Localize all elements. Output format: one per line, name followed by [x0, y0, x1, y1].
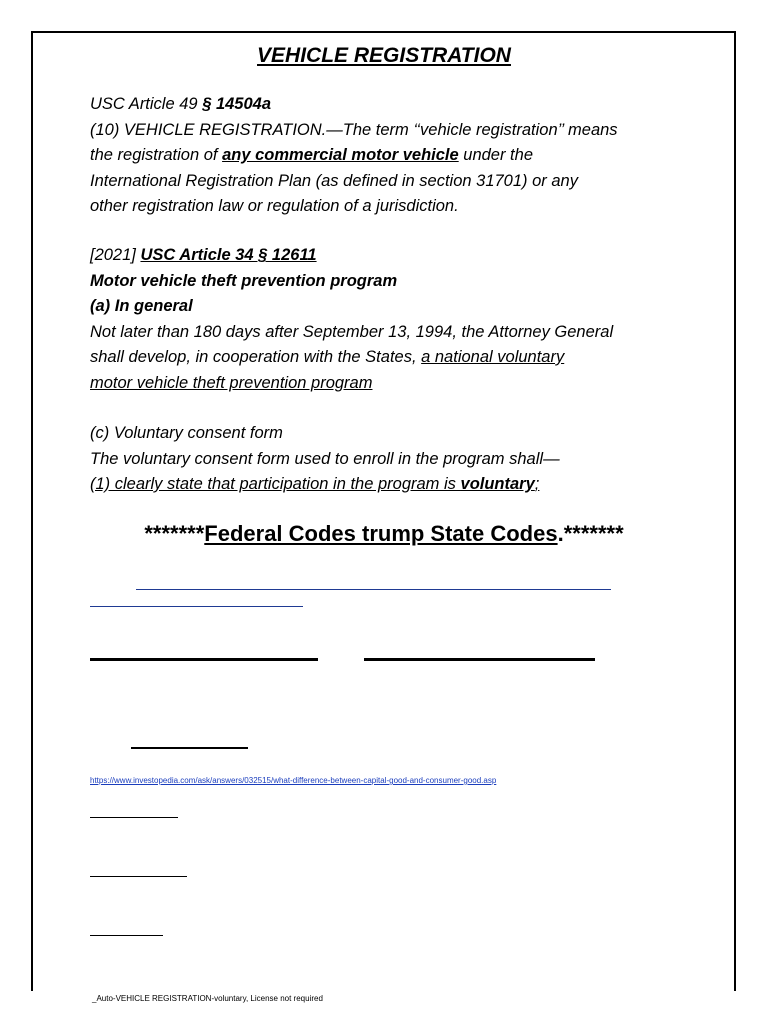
headline-stars-right: .*******	[557, 521, 624, 546]
blank-rule-8	[90, 935, 163, 936]
definition-line-1: (10) VEHICLE REGISTRATION.—The term ‘‘vehicle registration’’ means	[90, 120, 618, 139]
investopedia-link[interactable]: https://www.investopedia.com/ask/answers/032515/what-difference-between-capital-good-and-consumer-good.asp	[90, 776, 497, 785]
citation-line-2	[90, 243, 710, 269]
consent-line-2	[90, 472, 710, 498]
consent-text-end: ;	[534, 475, 540, 493]
program-line-1: Not later than 180 days after September 13, 1994, the Attorney General	[90, 322, 614, 341]
document-title: VEHICLE REGISTRATION	[257, 44, 511, 67]
blank-rule-4	[364, 658, 595, 661]
program-text: shall develop, in cooperation with the States,	[90, 348, 422, 366]
citation-prefix: USC Article 49	[90, 95, 203, 113]
footer-text: _Auto-VEHICLE REGISTRATION-voluntary, License not required	[92, 994, 323, 1003]
program-underlined-2: motor vehicle theft prevention program	[90, 373, 373, 392]
definition-text: the registration of	[90, 146, 223, 164]
program-subheading: (a) In general	[90, 297, 193, 315]
citation-year: [2021]	[90, 246, 141, 264]
blank-rule-5	[131, 747, 248, 749]
blank-rule-2	[90, 606, 303, 607]
program-heading: Motor vehicle theft prevention program	[90, 271, 398, 290]
blank-rule-1	[136, 589, 611, 590]
citation-ref: USC Article 34 § 12611	[140, 246, 317, 264]
definition-text-end: under the	[458, 146, 533, 164]
headline-stars-left: *******	[144, 521, 205, 546]
consent-text: (1) clearly state that participation in the program is	[90, 475, 461, 493]
headline-federal-codes	[0, 521, 768, 547]
definition-line-4: other registration law or regulation of a jurisdiction.	[90, 197, 459, 215]
program-line-2	[90, 345, 710, 371]
definition-line-2	[90, 143, 710, 169]
consent-line-1: The voluntary consent form used to enroll in the program shall—	[90, 449, 560, 468]
consent-heading: (c) Voluntary consent form	[90, 424, 283, 442]
blank-rule-7	[90, 876, 187, 877]
citation-section: § 14504a	[202, 95, 272, 113]
program-underlined-1: a national voluntary	[421, 348, 565, 366]
blank-rule-6	[90, 817, 178, 818]
headline-text: Federal Codes trump State Codes	[204, 521, 558, 546]
section-consent-form	[90, 421, 710, 498]
section-usc-49	[90, 92, 710, 220]
emphasis-commercial-vehicle: any commercial motor vehicle	[222, 146, 459, 164]
citation-line	[90, 92, 710, 118]
emphasis-voluntary: voluntary	[460, 475, 535, 493]
definition-line-3: International Registration Plan (as defined in section 31701) or any	[90, 171, 578, 190]
section-usc-34	[90, 243, 710, 396]
blank-rule-3	[90, 658, 318, 661]
